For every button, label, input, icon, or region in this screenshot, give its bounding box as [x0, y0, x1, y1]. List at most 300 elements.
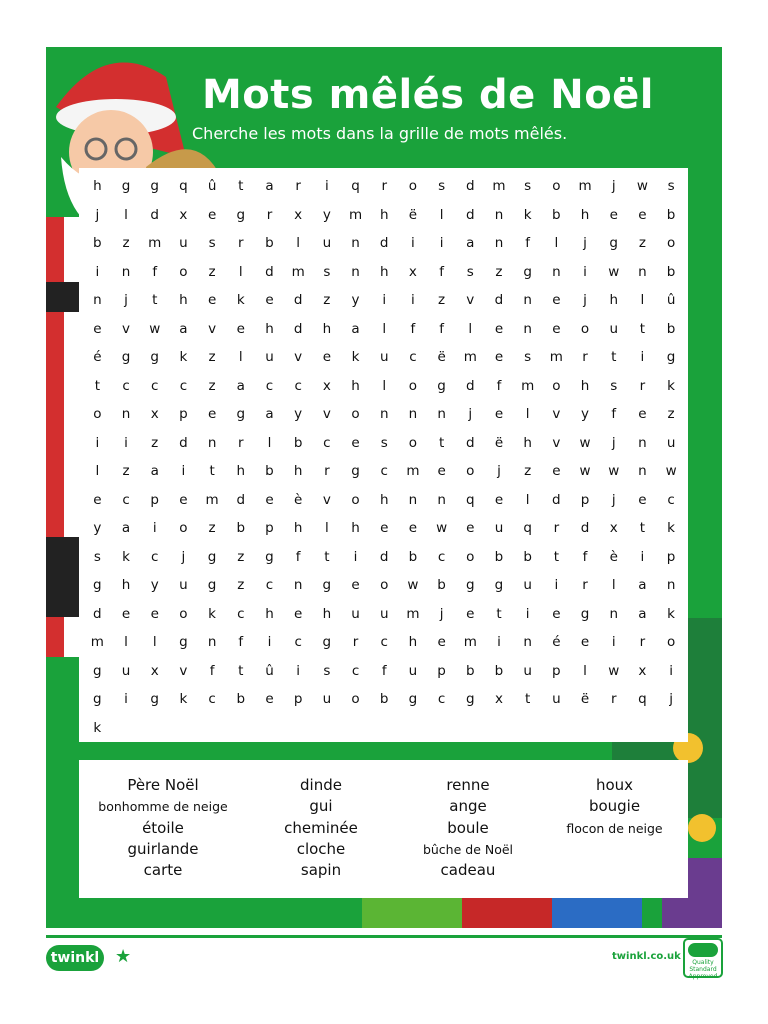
- word-list-item: bougie: [588, 797, 641, 816]
- word-list-item: cadeau: [440, 861, 496, 880]
- grid-cell: a: [265, 178, 274, 194]
- grid-cell: n: [207, 634, 217, 650]
- grid-cell: t: [94, 377, 100, 394]
- grid-cell: x: [494, 691, 503, 707]
- grid-cell: é: [93, 349, 102, 365]
- grid-cell: h: [293, 520, 303, 536]
- grid-cell: s: [323, 263, 331, 280]
- grid-cell: g: [93, 662, 102, 679]
- grid-cell: e: [408, 520, 418, 536]
- grid-cell: ë: [437, 349, 446, 365]
- grid-cell: o: [466, 548, 475, 565]
- grid-cell: e: [466, 520, 475, 536]
- grid-cell: h: [580, 206, 590, 223]
- grid-cell: b: [494, 548, 504, 565]
- grid-cell: f: [381, 662, 387, 679]
- grid-cell: i: [152, 520, 157, 536]
- grid-cell: n: [666, 577, 676, 593]
- grid-cell: j: [583, 235, 587, 251]
- grid-cell: a: [351, 320, 360, 337]
- grid-cell: l: [525, 491, 530, 508]
- grid-cell: a: [179, 320, 188, 337]
- grid-cell: n: [638, 463, 647, 479]
- grid-cell: g: [150, 178, 159, 194]
- grid-cell: z: [151, 434, 159, 451]
- grid-cell: u: [379, 605, 389, 622]
- grid-cell: c: [294, 634, 302, 650]
- grid-cell: x: [408, 263, 417, 280]
- grid-cell: b: [236, 520, 246, 536]
- grid-cell: y: [581, 406, 590, 422]
- grid-cell: e: [351, 577, 360, 593]
- grid-cell: e: [207, 406, 217, 422]
- grid-cell: k: [122, 548, 130, 565]
- grid-cell: n: [638, 263, 647, 280]
- word-list-item: boule: [447, 818, 489, 837]
- grid-cell: r: [266, 206, 273, 223]
- grid-cell: e: [609, 206, 618, 223]
- grid-cell: w: [407, 577, 419, 593]
- grid-cell: é: [552, 634, 561, 650]
- grid-cell: ë: [580, 691, 590, 707]
- grid-cell: v: [466, 292, 475, 308]
- grid-cell: i: [382, 292, 387, 308]
- grid-cell: c: [122, 377, 130, 394]
- grid-cell: u: [609, 320, 618, 337]
- grid-cell: c: [323, 434, 331, 451]
- grid-cell: w: [608, 662, 620, 679]
- grid-cell: u: [552, 691, 561, 707]
- grid-cell: e: [322, 349, 331, 365]
- grid-cell: f: [439, 320, 444, 337]
- word-list-item: bûche de Noël: [422, 841, 514, 857]
- grid-cell: c: [380, 463, 388, 479]
- grid-cell: k: [523, 206, 532, 223]
- grid-cell: e: [638, 491, 647, 508]
- grid-cell: v: [552, 434, 561, 451]
- grid-cell: d: [465, 206, 475, 223]
- grid-cell: e: [494, 320, 504, 337]
- grid-cell: m: [463, 634, 477, 650]
- grid-cell: z: [237, 548, 245, 565]
- grid-cell: e: [494, 406, 504, 422]
- grid-cell: e: [494, 349, 504, 365]
- grid-cell: v: [552, 406, 561, 422]
- grid-cell: w: [579, 434, 591, 451]
- grid-cell: c: [179, 377, 188, 394]
- grid-cell: g: [121, 349, 131, 365]
- grid-cell: h: [379, 206, 389, 223]
- grid-cell: a: [121, 520, 131, 536]
- word-list-item: cheminée: [284, 818, 358, 837]
- grid-cell: t: [324, 548, 330, 565]
- grid-cell: u: [322, 235, 332, 251]
- grid-cell: v: [322, 406, 331, 422]
- grid-cell: m: [291, 263, 305, 280]
- grid-cell: n: [437, 406, 446, 422]
- grid-cell: q: [465, 491, 475, 508]
- grid-cell: r: [610, 691, 617, 707]
- grid-cell: e: [552, 320, 561, 337]
- grid-cell: h: [265, 320, 274, 337]
- grid-cell: n: [121, 263, 131, 280]
- grid-cell: p: [179, 406, 188, 422]
- grid-cell: l: [611, 577, 616, 593]
- grid-cell: g: [351, 463, 360, 479]
- grid-cell: e: [265, 491, 274, 508]
- grid-cell: e: [294, 605, 303, 622]
- word-list-item: guirlande: [127, 839, 199, 858]
- grid-cell: g: [207, 577, 217, 593]
- grid-cell: n: [523, 320, 532, 337]
- grid-cell: h: [121, 577, 131, 593]
- grid-cell: n: [638, 434, 647, 451]
- grid-cell: c: [208, 691, 216, 707]
- grid-cell: c: [237, 605, 245, 622]
- grid-cell: b: [666, 206, 676, 223]
- grid-cell: l: [324, 520, 329, 536]
- grid-cell: i: [267, 634, 272, 650]
- grid-cell: e: [351, 434, 360, 451]
- grid-cell: k: [667, 520, 675, 536]
- grid-cell: w: [149, 320, 161, 337]
- star-icon: ★: [115, 946, 132, 967]
- grid-cell: ë: [408, 206, 418, 223]
- grid-cell: h: [609, 292, 618, 308]
- grid-cell: b: [552, 206, 561, 223]
- grid-cell: i: [296, 662, 301, 679]
- grid-cell: f: [152, 263, 158, 280]
- word-list-item: Père Noël: [127, 776, 199, 794]
- grid-cell: h: [408, 634, 418, 650]
- word-column: [247, 775, 395, 881]
- grid-cell: x: [638, 662, 647, 679]
- grid-cell: è: [609, 548, 618, 565]
- grid-cell: o: [408, 178, 418, 194]
- grid-cell: e: [121, 605, 131, 622]
- grid-cell: r: [553, 520, 560, 536]
- grid-cell: g: [580, 605, 590, 622]
- grid-cell: t: [639, 520, 646, 536]
- grid-cell: e: [236, 320, 245, 337]
- grid-cell: a: [638, 605, 647, 622]
- grid-cell: y: [351, 292, 360, 308]
- grid-cell: d: [465, 434, 475, 451]
- bauble-gold: [688, 814, 716, 842]
- grid-cell: r: [639, 377, 646, 394]
- grid-cell: e: [638, 406, 647, 422]
- grid-cell: i: [124, 691, 128, 707]
- santa-belt: [46, 282, 79, 312]
- grid-cell: t: [238, 662, 244, 679]
- grid-cell: j: [611, 491, 616, 508]
- grid-cell: j: [497, 463, 501, 479]
- grid-cell: l: [124, 206, 128, 223]
- grid-cell: o: [552, 178, 561, 194]
- grid-cell: l: [468, 320, 473, 337]
- grid-cell: n: [494, 235, 504, 251]
- grid-cell: m: [521, 377, 535, 394]
- grid-cell: o: [666, 235, 676, 251]
- grid-cell: n: [93, 292, 102, 308]
- grid-cell: e: [207, 206, 217, 223]
- grid-cell: q: [179, 178, 188, 194]
- grid-cell: r: [324, 463, 330, 479]
- grid-cell: f: [295, 548, 301, 565]
- grid-cell: k: [351, 349, 360, 365]
- grid-cell: s: [380, 434, 388, 451]
- grid-cell: b: [523, 548, 532, 565]
- grid-cell: o: [466, 463, 475, 479]
- grid-cell: t: [553, 548, 559, 565]
- grid-cell: j: [124, 292, 128, 308]
- grid-cell: r: [381, 178, 387, 194]
- grid-cell: o: [580, 320, 590, 337]
- grid-cell: o: [380, 577, 389, 593]
- grid-cell: b: [408, 548, 418, 565]
- grid-cell: n: [121, 406, 131, 422]
- grid-cell: e: [150, 605, 159, 622]
- grid-cell: m: [406, 605, 420, 622]
- grid-cell: w: [665, 463, 677, 479]
- grid-cell: d: [293, 292, 303, 308]
- grid-cell: è: [294, 491, 303, 508]
- grid-cell: û: [265, 662, 274, 679]
- grid-cell: h: [293, 463, 303, 479]
- grid-cell: û: [207, 178, 217, 194]
- word-search-grid: [83, 172, 685, 742]
- grid-cell: o: [666, 634, 676, 650]
- grid-cell: t: [209, 463, 215, 479]
- grid-cell: g: [494, 577, 504, 593]
- grid-cell: h: [523, 434, 532, 451]
- grid-cell: u: [265, 349, 274, 365]
- grid-cell: i: [640, 349, 645, 365]
- grid-cell: p: [552, 662, 561, 679]
- grid-cell: p: [666, 548, 676, 565]
- grid-cell: e: [638, 206, 647, 223]
- grid-cell: c: [380, 634, 388, 650]
- grid-cell: t: [238, 178, 244, 194]
- grid-cell: w: [436, 520, 448, 536]
- word-list-item: dinde: [300, 776, 342, 794]
- grid-cell: v: [208, 320, 217, 337]
- grid-cell: f: [582, 548, 588, 565]
- footer-divider: [46, 935, 722, 938]
- page-subtitle: Cherche les mots dans la grille de mots mêlés.: [192, 124, 568, 143]
- grid-cell: y: [294, 406, 303, 422]
- grid-cell: e: [380, 520, 389, 536]
- grid-cell: z: [208, 349, 216, 365]
- grid-cell: g: [408, 691, 418, 707]
- grid-cell: e: [437, 463, 446, 479]
- grid-cell: c: [122, 491, 130, 508]
- grid-cell: l: [124, 634, 128, 650]
- grid-cell: m: [348, 206, 363, 223]
- grid-cell: s: [610, 377, 618, 394]
- grid-cell: i: [181, 463, 186, 479]
- grid-cell: f: [439, 263, 444, 280]
- grid-cell: t: [525, 691, 531, 707]
- grid-cell: u: [379, 349, 389, 365]
- grid-cell: h: [351, 377, 360, 394]
- grid-cell: h: [379, 263, 389, 280]
- grid-cell: q: [351, 178, 360, 194]
- grid-cell: n: [351, 263, 360, 280]
- grid-cell: g: [207, 548, 217, 565]
- grid-cell: u: [523, 577, 532, 593]
- grid-cell: r: [238, 235, 244, 251]
- grid-cell: j: [669, 691, 673, 707]
- grid-cell: h: [379, 491, 389, 508]
- grid-cell: a: [236, 377, 245, 394]
- grid-cell: j: [611, 434, 616, 451]
- grid-cell: o: [408, 434, 418, 451]
- grid-cell: m: [492, 178, 506, 194]
- grid-cell: m: [90, 634, 104, 650]
- grid-cell: j: [439, 605, 444, 622]
- grid-cell: c: [265, 577, 274, 593]
- grid-cell: h: [236, 463, 246, 479]
- grid-cell: o: [179, 520, 188, 536]
- grid-cell: d: [494, 292, 504, 308]
- grid-cell: g: [236, 206, 246, 223]
- grid-cell: d: [379, 235, 389, 251]
- grid-cell: g: [523, 263, 532, 280]
- grid-cell: e: [552, 292, 561, 308]
- grid-cell: g: [93, 691, 102, 707]
- grid-cell: u: [179, 577, 188, 593]
- grid-cell: k: [208, 605, 216, 622]
- grid-cell: h: [322, 605, 332, 622]
- grid-cell: s: [323, 662, 331, 679]
- grid-cell: g: [179, 634, 188, 650]
- grid-cell: h: [93, 178, 102, 194]
- grid-cell: l: [583, 662, 587, 679]
- website-link[interactable]: twinkl.co.uk: [612, 951, 681, 962]
- word-list-item: sapin: [300, 861, 342, 880]
- grid-cell: i: [324, 178, 329, 194]
- grid-cell: f: [496, 377, 502, 394]
- grid-cell: f: [410, 320, 416, 337]
- grid-cell: d: [465, 178, 475, 194]
- grid-cell: z: [208, 263, 216, 280]
- grid-cell: z: [495, 263, 503, 280]
- grid-cell: g: [121, 178, 131, 194]
- grid-cell: l: [382, 377, 387, 394]
- grid-cell: z: [438, 292, 446, 308]
- grid-cell: o: [351, 691, 360, 707]
- grid-cell: p: [437, 662, 446, 679]
- grid-cell: n: [408, 406, 418, 422]
- grid-cell: b: [666, 263, 676, 280]
- grid-cell: m: [205, 491, 219, 508]
- word-list-item: gui: [309, 797, 333, 816]
- grid-cell: m: [463, 349, 477, 365]
- grid-cell: b: [93, 235, 102, 251]
- grid-cell: n: [609, 605, 618, 622]
- grid-cell: o: [179, 605, 188, 622]
- grid-cell: z: [208, 377, 216, 394]
- grid-cell: i: [411, 292, 415, 308]
- grid-cell: i: [554, 577, 559, 593]
- grid-cell: b: [379, 691, 389, 707]
- grid-cell: f: [238, 634, 244, 650]
- grid-cell: t: [496, 605, 502, 622]
- word-list-item: carte: [143, 861, 183, 880]
- grid-cell: e: [552, 605, 561, 622]
- grid-cell: t: [152, 292, 158, 308]
- grid-cell: z: [638, 235, 646, 251]
- grid-cell: i: [669, 662, 673, 679]
- grid-cell: m: [549, 349, 563, 365]
- grid-cell: ë: [494, 434, 504, 451]
- grid-cell: i: [497, 634, 501, 650]
- grid-cell: o: [179, 263, 188, 280]
- grid-cell: û: [666, 292, 676, 308]
- grid-cell: x: [322, 377, 331, 394]
- grid-cell: c: [265, 377, 274, 394]
- grid-cell: x: [609, 520, 618, 536]
- word-column: [395, 775, 541, 881]
- grid-cell: l: [296, 235, 301, 251]
- grid-cell: u: [523, 662, 532, 679]
- word-column: [79, 775, 247, 881]
- grid-cell: r: [352, 634, 359, 650]
- grid-cell: i: [640, 548, 645, 565]
- grid-cell: k: [667, 377, 675, 394]
- grid-cell: e: [93, 320, 102, 337]
- grid-cell: d: [379, 548, 389, 565]
- grid-cell: g: [609, 235, 618, 251]
- grid-cell: i: [525, 605, 530, 622]
- grid-cell: h: [265, 605, 274, 622]
- grid-cell: g: [437, 377, 446, 394]
- grid-cell: i: [95, 434, 100, 451]
- grid-cell: g: [150, 349, 159, 365]
- grid-cell: o: [93, 406, 102, 422]
- grid-cell: t: [639, 320, 646, 337]
- grid-cell: b: [265, 235, 274, 251]
- grid-cell: o: [351, 406, 360, 422]
- grid-cell: e: [466, 605, 475, 622]
- grid-cell: p: [265, 520, 274, 536]
- grid-cell: n: [523, 634, 532, 650]
- grid-cell: e: [93, 491, 102, 508]
- grid-cell: n: [207, 434, 217, 451]
- grid-cell: b: [265, 463, 274, 479]
- grid-cell: e: [179, 491, 188, 508]
- grid-cell: n: [523, 292, 532, 308]
- grid-cell: o: [351, 491, 360, 508]
- page-title: Mots mêlés de Noël: [202, 72, 655, 118]
- grid-cell: d: [265, 263, 274, 280]
- grid-cell: z: [122, 235, 130, 251]
- grid-cell: u: [351, 605, 360, 622]
- grid-cell: l: [554, 235, 559, 251]
- grid-cell: s: [93, 548, 101, 565]
- twinkl-logo[interactable]: twinkl: [46, 945, 104, 971]
- grid-cell: s: [667, 178, 675, 194]
- grid-cell: b: [465, 662, 475, 679]
- grid-cell: c: [351, 662, 360, 679]
- grid-cell: n: [494, 206, 504, 223]
- grid-cell: l: [382, 320, 387, 337]
- grid-cell: h: [322, 320, 332, 337]
- grid-cell: l: [439, 206, 444, 223]
- grid-cell: z: [122, 463, 130, 479]
- grid-cell: c: [437, 691, 446, 707]
